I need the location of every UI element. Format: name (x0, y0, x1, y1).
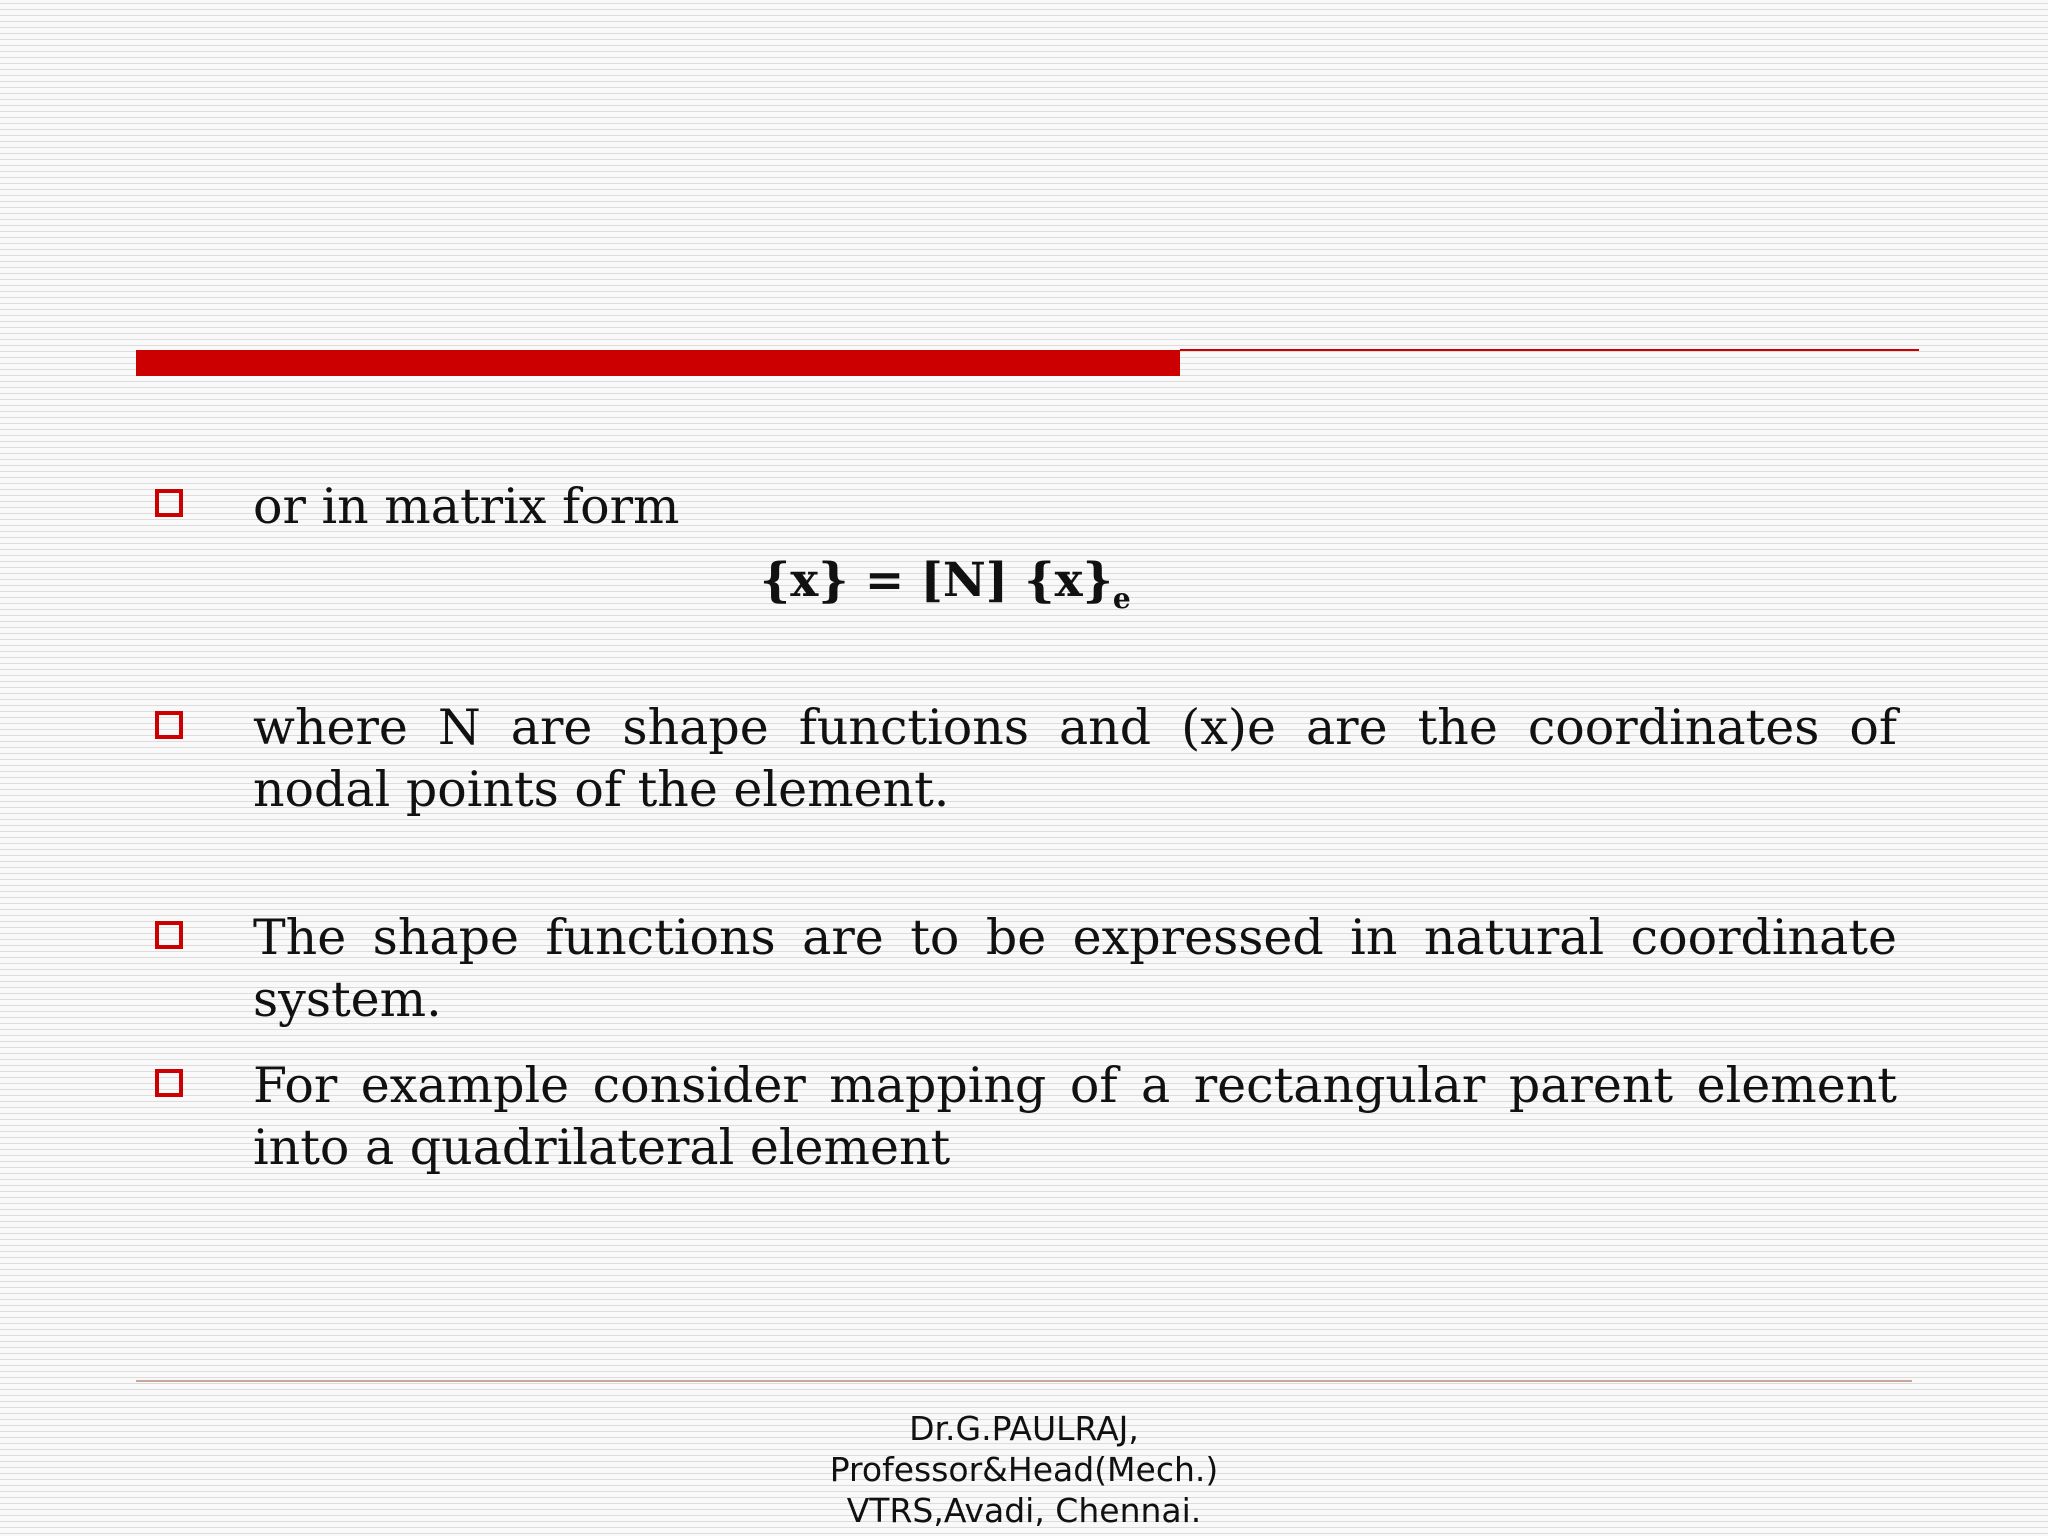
equation-subscript: e (1112, 582, 1131, 615)
bullet-text-4: For example consider mapping of a rectangular parent element into a quadrilateral element (253, 1057, 1897, 1176)
hollow-square-icon (155, 1069, 183, 1097)
matrix-equation (760, 551, 1131, 629)
footer-divider (136, 1380, 1912, 1382)
hollow-square-icon (155, 489, 183, 517)
bullet-text-3: The shape functions are to be expressed in natural coordinate system. (253, 909, 1897, 1028)
footer-line-title: Professor&Head(Mech.) (829, 1450, 1219, 1489)
footer-line-institution: VTRS,Avadi, Chennai. (846, 1491, 1202, 1530)
title-accent-line (1180, 349, 1919, 351)
equation-main: {x} = [N] {x} (760, 553, 1113, 608)
footer-line-name: Dr.G.PAULRAJ, (909, 1409, 1139, 1448)
hollow-square-icon (155, 711, 183, 739)
title-accent-bar (136, 350, 1180, 376)
footer-credit (724, 1408, 1324, 1531)
bullet-text-1: or in matrix form (253, 478, 680, 535)
hollow-square-icon (155, 921, 183, 949)
bullet-text-2: where N are shape functions and (x)e are the coordinates of nodal points of the element. (253, 699, 1897, 818)
